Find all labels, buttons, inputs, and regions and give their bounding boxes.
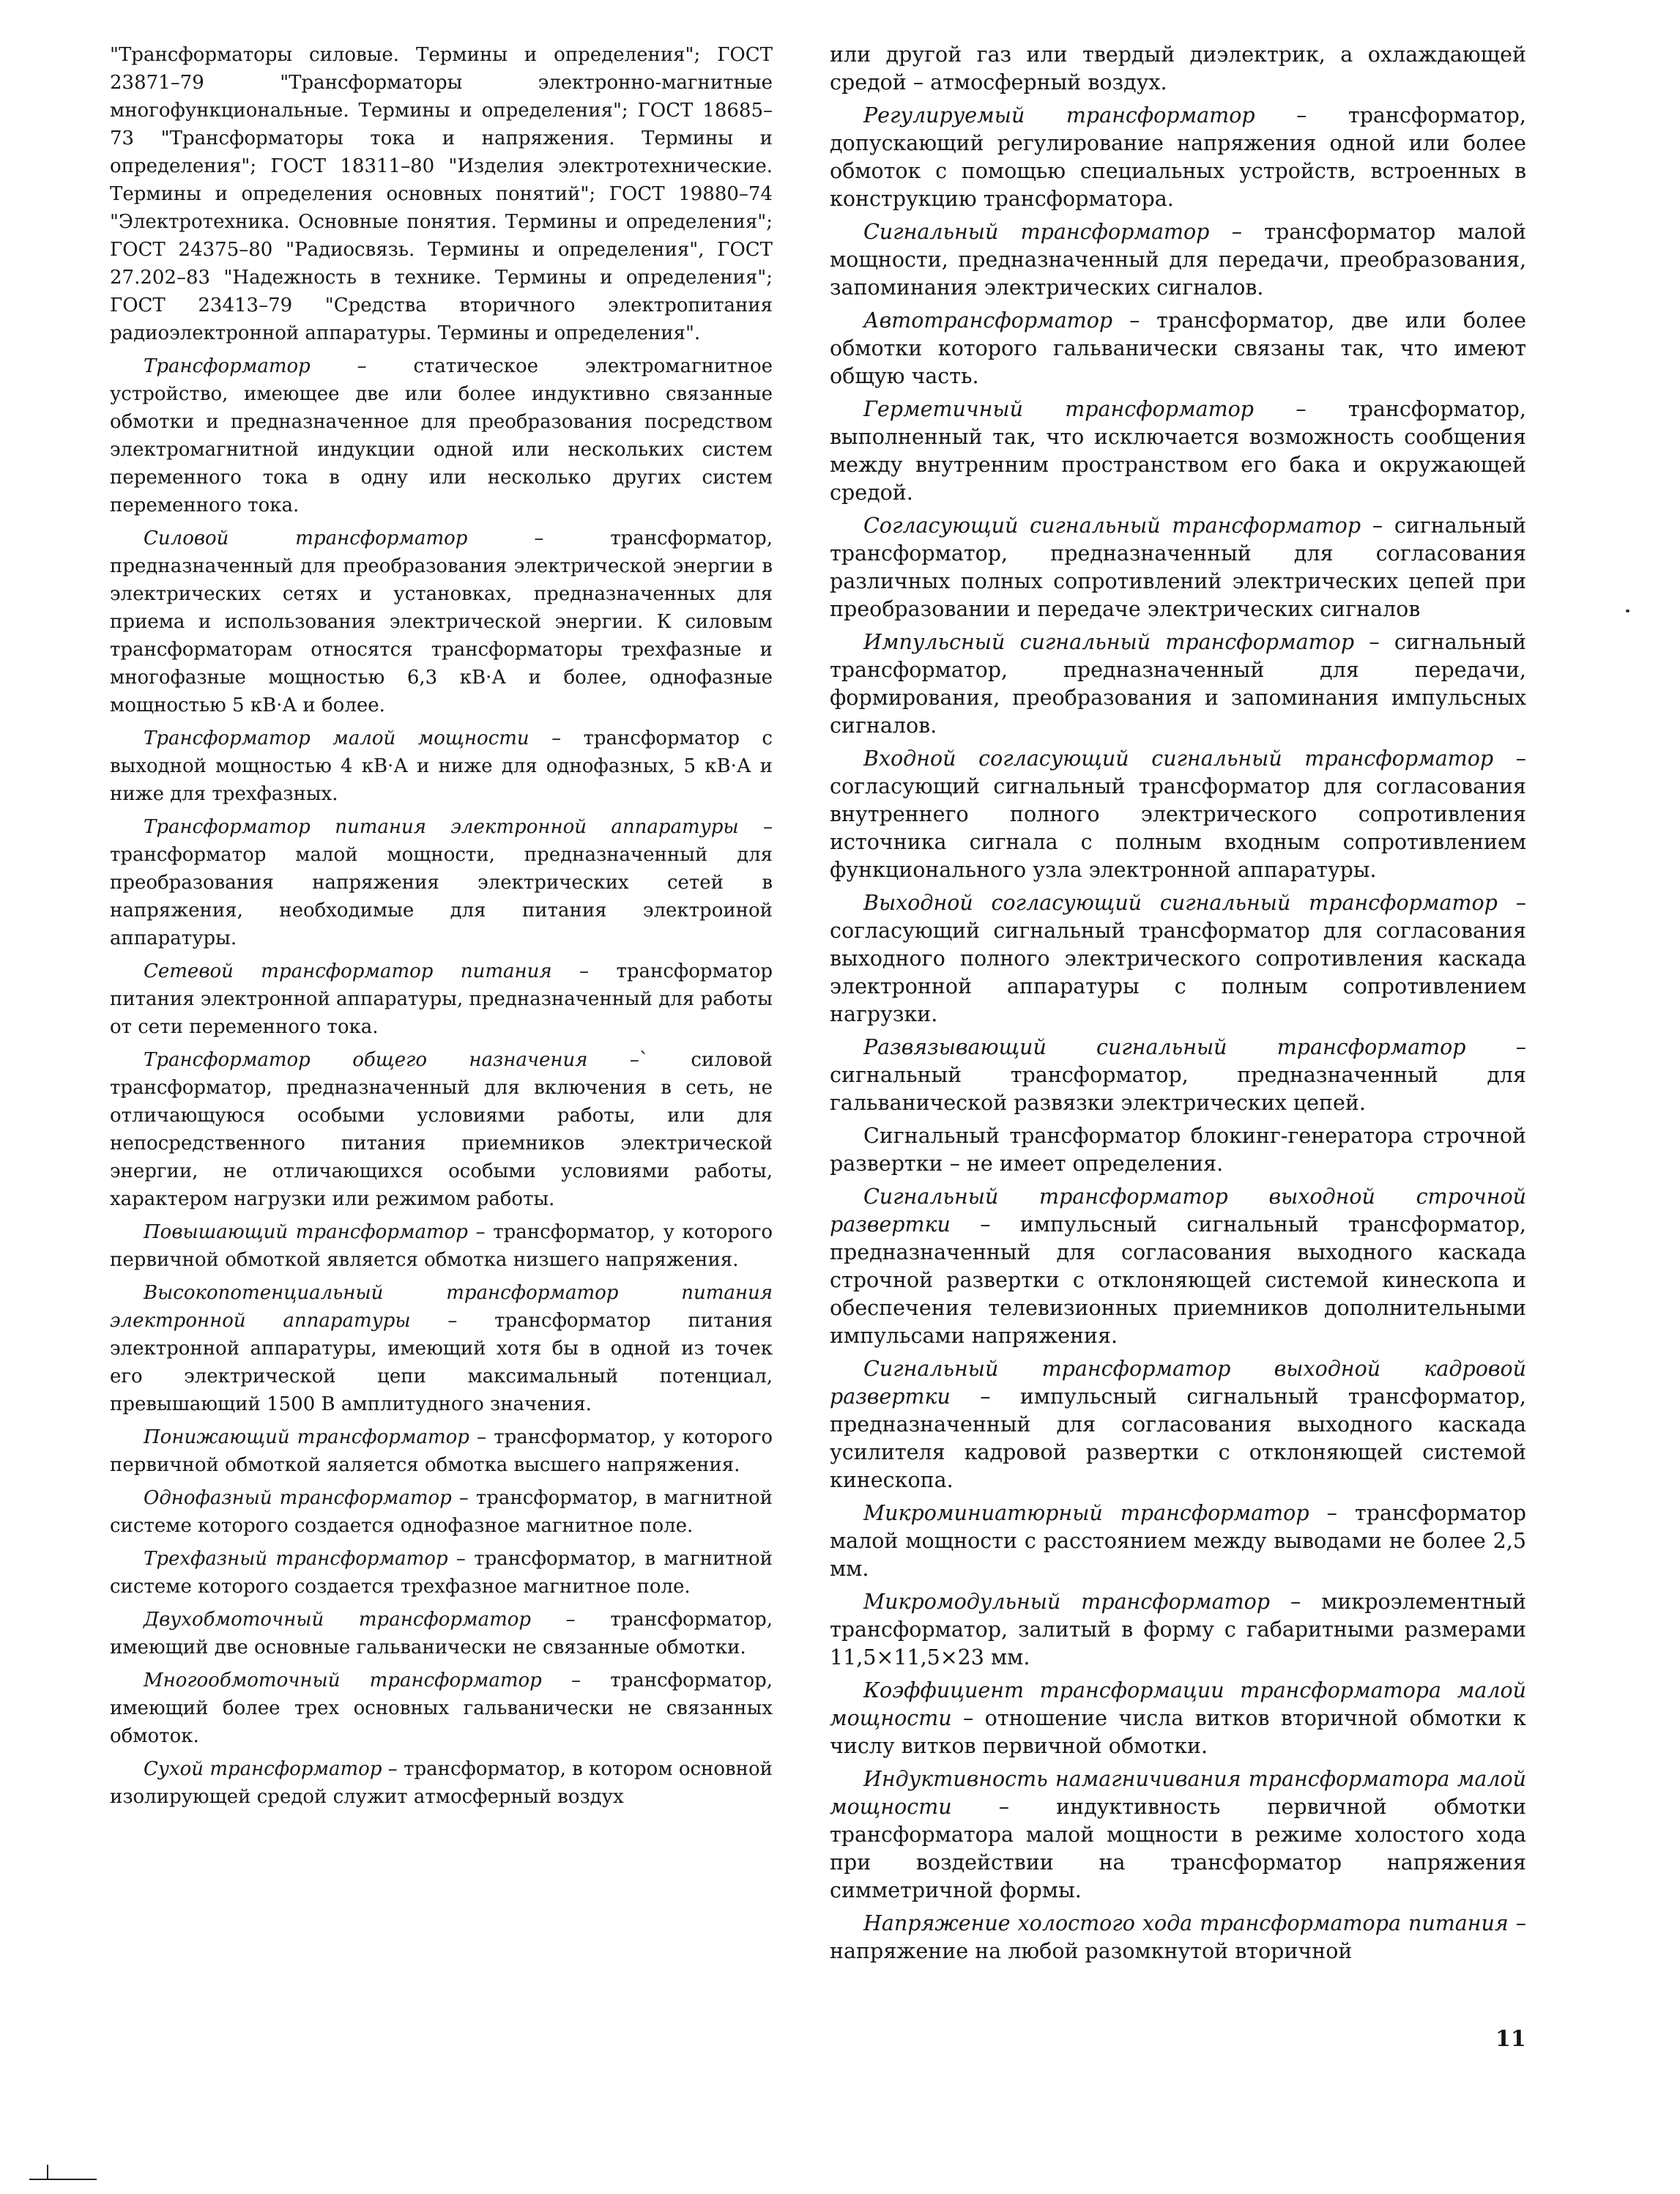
term-definition-paragraph [110,1606,773,1661]
term-name: Развязывающий сигнальный трансформатор [863,1035,1466,1059]
term-name: Однофазный трансформатор [144,1487,452,1509]
term-name: Индуктивность намагничивания трансформатора малой мощности [830,1767,1526,1819]
term-definition-paragraph [830,396,1526,507]
term-definition: – трансформатор, допускающий регулирование напряжения одной или более обмоток с помощью специальных устройств, встроенных в конструкцию трансформатора. [830,103,1526,211]
term-definition: – трансформатор, имеющий более трех основных гальванически не связанных обмоток. [110,1669,773,1747]
term-definition-paragraph [830,629,1526,740]
term-definition-paragraph [110,1545,773,1601]
term-definition-paragraph [110,352,773,519]
term-definition-paragraph [110,1755,773,1811]
term-definition-paragraph [110,1484,773,1540]
term-definition-paragraph [110,724,773,808]
term-definition: – отношение числа витков вторичной обмотки к числу витков первичной обмотки. [830,1706,1526,1758]
term-definition: – индуктивность первичной обмотки трансформатора малой мощности в режиме холостого хода при воздействии на трансформатор напряжения симметричной формы. [830,1795,1526,1902]
term-definition-paragraph [830,1910,1526,1965]
term-definition: – сигнальный трансформатор, предназначенный для гальванической развязки электрических цепей. [830,1035,1526,1115]
continuation-paragraph: или другой газ или твердый диэлектрик, а охлаждающей средой – атмосферный воздух. [830,42,1526,94]
term-definition: – трансформатор, предназначенный для преобразования электрической энергии в электрических сетях и установках, предназначенных для приема и использования электрической энергии. К силовым трансформаторам относятся трансформаторы трехфазные и многофазные мощностью 6,3 кВ·А и более, однофазные мощностью 5 кВ·А и более. [110,527,773,716]
term-definition-paragraph [830,1034,1526,1117]
term-definition: – статическое электромагнитное устройство, имеющее две или более индуктивно связанные обмотки и предназначенное для преобразования посредством электромагнитной индукции одной или нескольких систем переменного тока в одну или несколько других систем переменного тока. [110,355,773,516]
term-definition: – трансформатор, две или более обмотки которого гальванически связаны так, что имеют общую часть. [830,308,1526,388]
term-definition-paragraph [110,957,773,1041]
term-definition-paragraph [830,102,1526,213]
scan-corner-mark [29,2179,97,2180]
term-definition: – трансформатор питания электронной аппаратуры, имеющий хотя бы в одной из точек его электрической цепи максимальный потенциал, превышающий 1500 В амплитудного значения. [110,1310,773,1415]
term-definition-paragraph [830,1588,1526,1672]
scan-dot-mark [1626,609,1629,612]
term-name: Двухобмоточный трансформатор [144,1609,532,1631]
term-name: Импульсный сигнальный трансформатор [863,630,1355,654]
term-definition: – трансформатор малой мощности, предназначенный для преобразования напряжения электрических сетей в напряжения, необходимые для питания электроиной аппаратуры. [110,816,773,949]
term-definition-paragraph [830,307,1526,390]
term-definition: – трансформатор, в магнитной системе которого создается трехфазное магнитное поле. [110,1548,773,1598]
left-entries [110,352,773,1811]
term-definition: – импульсный сигнальный трансформатор, предназначенный для согласования выходного каскада усилителя кадровой развертки с отклоняющей системой кинескопа. [830,1385,1526,1492]
term-definition-paragraph [830,1355,1526,1494]
term-name: Автотрансформатор [863,308,1113,333]
scan-corner-tick [47,2165,48,2179]
term-name: Сигнальный трансформатор выходной строчной развертки [830,1185,1526,1237]
term-definition-paragraph [110,525,773,719]
page-number: 11 [1495,2026,1526,2052]
term-definition-paragraph [110,1218,773,1274]
term-name: Трехфазный трансформатор [144,1548,448,1570]
term-definition: – трансформатор, имеющий две основные гальванически не связанные обмотки. [110,1609,773,1659]
term-name: Согласующий сигнальный трансформатор [863,514,1361,538]
term-name: Трансформатор малой мощности [144,727,529,749]
term-name: Высокопотенциальный трансформатор питания электронной аппаратуры [110,1282,773,1332]
term-definition-paragraph [830,1122,1526,1178]
term-definition-paragraph [830,1677,1526,1760]
term-name: Трансформатор [144,355,311,377]
term-definition-paragraph [830,1500,1526,1583]
term-name: Коэффициент трансформации трансформатора малой мощности [830,1678,1526,1730]
term-definition: – сигнальный трансформатор, предназначенный для согласования различных полных сопротивлений электрических цепей при преобразовании и передаче электрических сигналов [830,514,1527,621]
term-definition: – микроэлементный трансформатор, залитый в форму с габаритными размерами 11,5×11,5×23 мм. [830,1590,1527,1669]
term-definition-paragraph [110,813,773,952]
term-name: Входной согласующий сигнальный трансформатор [863,746,1494,771]
term-definition: Сигнальный трансформатор блокинг-генератора строчной развертки – не имеет определения. [830,1124,1526,1176]
term-definition: – трансформатор, у которого первичной обмоткой яаляется обмотка высшего напряжения. [110,1426,773,1476]
term-definition-paragraph [830,218,1526,302]
term-name: Микроминиатюрный трансформатор [863,1501,1309,1525]
term-definition-paragraph [110,1667,773,1750]
term-definition: – согласующий сигнальный трансформатор для согласования выходного полного электрического сопротивления каскада электронной аппаратуры с полным сопротивлением нагрузки. [830,891,1527,1026]
term-definition: – трансформатор малой мощности, предназначенный для передачи, преобразования, запоминания электрических сигналов. [830,220,1526,300]
term-name: Выходной согласующий сигнальный трансформатор [863,891,1498,915]
left-column [110,41,773,1816]
right-entries [830,102,1526,1965]
term-name: Силовой трансформатор [144,527,468,549]
term-definition: – трансформатор, у которого первичной обмоткой является обмотка низшего напряжения. [110,1221,773,1271]
term-definition-paragraph [830,889,1526,1029]
term-definition-paragraph [830,512,1526,623]
term-definition: – трансформатор, выполненный так, что исключается возможность сообщения между внутренним пространством его бака и окружающей средой. [830,397,1526,505]
term-definition: –` силовой трансформатор, предназначенный для включения в сеть, не отличающуюся особыми условиями работы, или для непосредственного питания приемников электрической энергии, не отличающихся особыми условиями работы, характером нагрузки или режимом работы. [110,1049,773,1210]
term-definition: – согласующий сигнальный трансформатор для согласования внутреннего полного электрического сопротивления источника сигнала с полным входным сопротивлением функционального узла электронной аппаратуры. [830,746,1526,882]
term-name: Повышающий трансформатор [144,1221,468,1243]
term-name: Сухой трансформатор [144,1758,382,1780]
right-column [830,41,1526,1971]
term-definition: – трансформатор малой мощности с расстоянием между выводами не более 2,5 мм. [830,1501,1526,1581]
term-name: Напряжение холостого хода трансформатора питания [863,1911,1509,1935]
term-name: Сетевой трансформатор питания [144,960,552,982]
term-name: Понижающий трансформатор [144,1426,469,1448]
term-definition: – трансформатор питания электронной аппаратуры, предназначенный для работы от сети переменного тока. [110,960,773,1038]
term-definition: – импульсный сигнальный трансформатор, предназначенный для согласования выходного каскада строчной развертки с отклоняющей системой кинескопа и обеспечения телевизионных приемников дополнительными импульсами напряжения. [830,1212,1526,1348]
term-name: Сигнальный трансформатор [863,220,1210,244]
term-definition-paragraph [110,1279,773,1418]
term-definition-paragraph [830,1765,1526,1905]
intro-paragraph: "Трансформаторы силовые. Термины и определения"; ГОСТ 23871–79 "Трансформаторы электронно-магнитные многофункциональные. Термины и определения"; ГОСТ 18685–73 "Трансформаторы тока и напряжения. Термины и определения"; ГОСТ 18311–80 "Изделия электротехнические. Термины и определения основных понятий"; ГОСТ 19880–74 "Электротехника. Основные понятия. Термины и определения"; ГОСТ 24375–80 "Радиосвязь. Термины и определения", ГОСТ 27.202–83 "Надежность в технике. Термины и определения"; ГОСТ 23413–79 "Средства вторичного электропитания радиоэлектронной аппаратуры. Термины и определения". [110,44,773,344]
term-definition: – трансформатор, в магнитной системе которого создается однофазное магнитное поле. [110,1487,773,1537]
term-name: Герметичный трансформатор [863,397,1255,421]
term-definition-paragraph [110,1046,773,1213]
term-definition-paragraph [830,745,1526,884]
term-name: Микромодульный трансформатор [863,1590,1271,1614]
term-definition: – сигнальный трансформатор, предназначенный для передачи, формирования, преобразования и запоминания импульсных сигналов. [830,630,1526,738]
term-name: Сигнальный трансформатор выходной кадровой развертки [830,1357,1526,1409]
term-name: Регулируемый трансформатор [863,103,1255,127]
term-name: Трансформатор питания электронной аппаратуры [144,816,739,838]
term-name: Многообмоточный трансформатор [144,1669,542,1691]
term-definition: – трансформатор, в котором основной изолирующей средой служит атмосферный воздух [110,1758,773,1808]
term-definition-paragraph [830,1183,1526,1350]
term-definition-paragraph [110,1423,773,1479]
term-definition: – трансформатор с выходной мощностью 4 кВ·А и ниже для однофазных, 5 кВ·А и ниже для трехфазных. [110,727,773,805]
term-name: Трансформатор общего назначения [144,1049,588,1071]
term-definition: – напряжение на любой разомкнутой вторичной [830,1911,1527,1963]
